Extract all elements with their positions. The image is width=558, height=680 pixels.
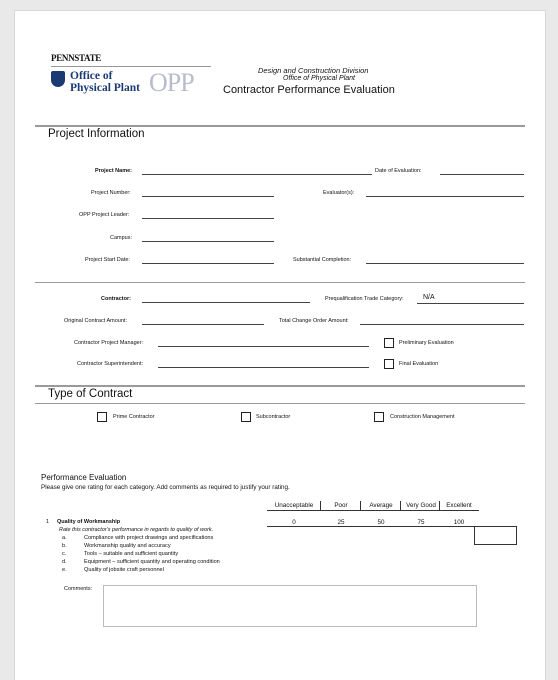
prime-contractor-label: Prime Contractor bbox=[113, 414, 155, 420]
construction-management-checkbox[interactable] bbox=[374, 412, 384, 422]
score-poor: 25 bbox=[337, 519, 345, 526]
subcontractor-label: Subcontractor bbox=[256, 414, 291, 420]
substantial-completion-label: Substantial Completion: bbox=[293, 257, 352, 263]
column-separator bbox=[439, 501, 440, 511]
contractor-field[interactable] bbox=[142, 302, 310, 303]
eval-date-field[interactable] bbox=[440, 174, 524, 175]
list-item: Tools – suitable and sufficient quantity bbox=[84, 551, 179, 557]
pm-label: Contractor Project Manager: bbox=[74, 340, 144, 346]
original-amount-label: Original Contract Amount: bbox=[64, 318, 127, 324]
campus-field[interactable] bbox=[142, 241, 274, 242]
prime-contractor-checkbox[interactable] bbox=[97, 412, 107, 422]
pennstate-wordmark: PENNSTATE bbox=[51, 53, 101, 63]
evaluators-label: Evaluator(s): bbox=[323, 190, 355, 196]
rating-scale-line[interactable] bbox=[267, 526, 479, 527]
superintendent-field[interactable] bbox=[158, 367, 369, 368]
column-header-average: Average bbox=[369, 502, 393, 509]
campus-label: Campus: bbox=[110, 235, 133, 241]
score-unacceptable: 0 bbox=[292, 519, 296, 526]
list-item-letter: e. bbox=[62, 567, 67, 573]
column-separator bbox=[400, 501, 401, 511]
comments-label: Comments: bbox=[64, 586, 93, 592]
project-leader-field[interactable] bbox=[142, 218, 274, 219]
project-name-field[interactable] bbox=[142, 174, 372, 175]
list-item-letter: c. bbox=[62, 551, 67, 557]
rating-score-box[interactable] bbox=[474, 526, 517, 545]
section-divider-thin bbox=[35, 282, 525, 283]
project-name-label: Project Name: bbox=[95, 168, 132, 174]
project-number-field[interactable] bbox=[142, 196, 274, 197]
preliminary-evaluation-label: Preliminary Evaluation bbox=[399, 340, 454, 346]
office-name: Office of Physical Plant bbox=[283, 75, 355, 82]
column-separator bbox=[360, 501, 361, 511]
eval-date-label: Date of Evaluation: bbox=[375, 168, 422, 174]
superintendent-label: Contractor Superintendent: bbox=[77, 361, 144, 367]
penn-state-shield-icon bbox=[51, 71, 65, 87]
project-number-label: Project Number: bbox=[91, 190, 131, 196]
project-info-heading: Project Information bbox=[48, 128, 145, 140]
column-header-poor: Poor bbox=[334, 502, 348, 509]
pm-field[interactable] bbox=[158, 346, 369, 347]
column-header-unacceptable: Unacceptable bbox=[274, 502, 314, 509]
performance-evaluation-heading: Performance Evaluation bbox=[41, 473, 127, 482]
start-date-label: Project Start Date: bbox=[85, 257, 130, 263]
score-very-good: 75 bbox=[417, 519, 425, 526]
prequal-label: Prequalification Trade Category: bbox=[325, 296, 404, 302]
section-divider-thin bbox=[35, 403, 525, 404]
score-excellent: 100 bbox=[453, 519, 465, 526]
construction-management-label: Construction Management bbox=[390, 414, 455, 420]
list-item-letter: a. bbox=[62, 535, 67, 541]
evaluation-instructions: Please give one rating for each category. Add comments as required to justify your rating. bbox=[41, 484, 290, 491]
list-item: Workmanship quality and accuracy bbox=[84, 543, 171, 549]
item-title: Quality of Workmanship bbox=[57, 519, 121, 525]
document-title: Contractor Performance Evaluation bbox=[223, 84, 395, 96]
original-amount-field[interactable] bbox=[142, 324, 264, 325]
item-number: 1 bbox=[46, 519, 50, 525]
prequal-field[interactable] bbox=[417, 303, 524, 304]
list-item-letter: b. bbox=[62, 543, 67, 549]
contractor-label: Contractor: bbox=[101, 296, 131, 302]
change-order-label: Total Change Order Amount: bbox=[279, 318, 349, 324]
column-separator bbox=[320, 501, 321, 511]
item-prompt: Rate this contractor's performance in regards to quality of work. bbox=[59, 527, 214, 533]
column-header-very-good: Very Good bbox=[406, 502, 436, 509]
comments-textarea[interactable] bbox=[103, 585, 477, 627]
section-divider bbox=[35, 125, 525, 127]
logo-physical-plant: Physical Plant bbox=[70, 82, 140, 94]
final-evaluation-checkbox[interactable] bbox=[384, 359, 394, 369]
final-evaluation-label: Final Evaluation bbox=[399, 361, 439, 367]
column-header-excellent: Excellent bbox=[446, 502, 472, 509]
evaluators-field[interactable] bbox=[366, 196, 524, 197]
evaluation-form-page bbox=[14, 10, 546, 680]
start-date-field[interactable] bbox=[142, 263, 274, 264]
section-divider bbox=[35, 385, 525, 387]
column-header-underline bbox=[267, 510, 479, 511]
project-leader-label: OPP Project Leader: bbox=[79, 212, 130, 218]
list-item: Compliance with project drawings and specifications bbox=[84, 535, 214, 541]
subcontractor-checkbox[interactable] bbox=[241, 412, 251, 422]
list-item: Equipment – sufficient quantity and operating condition bbox=[84, 559, 220, 565]
logo-opp-mark: OPP bbox=[149, 68, 194, 97]
list-item-letter: d. bbox=[62, 559, 67, 565]
score-average: 50 bbox=[377, 519, 385, 526]
list-item: Quality of jobsite craft personnel bbox=[84, 567, 164, 573]
preliminary-evaluation-checkbox[interactable] bbox=[384, 338, 394, 348]
change-order-field[interactable] bbox=[360, 324, 524, 325]
contract-type-heading: Type of Contract bbox=[48, 388, 133, 400]
substantial-completion-field[interactable] bbox=[366, 263, 524, 264]
logo-rule bbox=[51, 66, 211, 67]
division-name: Design and Construction Division bbox=[258, 66, 369, 75]
prequal-value: N/A bbox=[423, 294, 435, 301]
logo-office-of: Office of bbox=[70, 70, 113, 82]
